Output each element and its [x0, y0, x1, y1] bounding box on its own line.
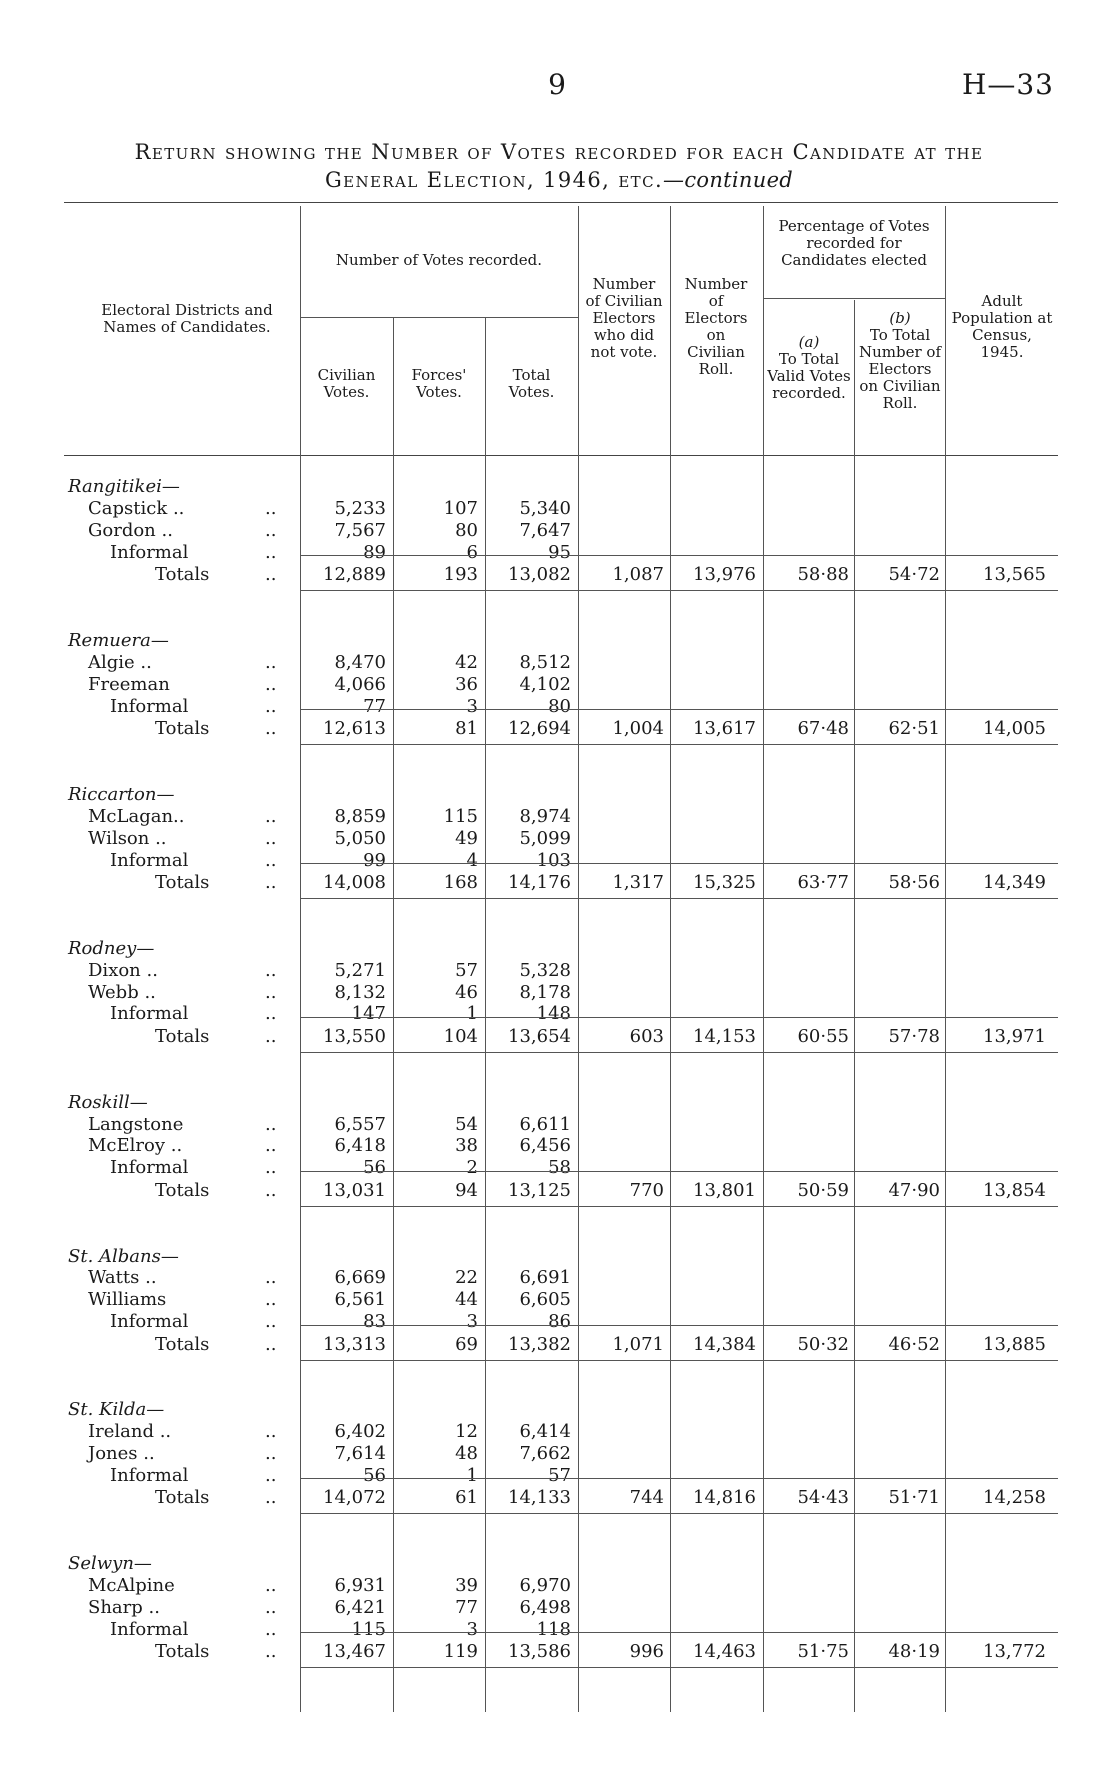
cell-forces: 22 — [455, 1267, 478, 1289]
totals-roll: 14,816 — [693, 1487, 756, 1509]
totals-total: 13,382 — [508, 1333, 571, 1355]
totals-bottom-rule — [300, 1052, 1058, 1053]
row-dots: .. — [265, 1003, 277, 1025]
header-not-voted: Number of Civilian Electors who did not vote. — [585, 275, 663, 361]
totals-not-voted: 1,004 — [612, 717, 664, 739]
cell-total: 8,974 — [519, 805, 571, 827]
column-divider — [763, 206, 764, 1712]
candidate-name: Webb .. — [88, 981, 156, 1003]
cell-total: 57 — [548, 1465, 571, 1487]
candidate-name: Jones .. — [88, 1443, 155, 1465]
candidate-name: McLagan.. — [88, 805, 185, 827]
totals-roll: 13,801 — [693, 1179, 756, 1201]
totals-civilian: 13,313 — [323, 1333, 386, 1355]
candidate-name: McElroy .. — [88, 1135, 183, 1157]
candidate-name: Informal — [110, 849, 189, 871]
totals-pct-a: 51·75 — [797, 1641, 849, 1663]
cell-civilian: 6,402 — [334, 1421, 386, 1443]
candidate-name: Watts .. — [88, 1267, 157, 1289]
header-electors-on-roll: Number of Electors on Civilian Roll. — [684, 275, 748, 378]
row-dots: .. — [265, 651, 277, 673]
candidate-name: Informal — [110, 695, 189, 717]
row-dots: .. — [265, 1311, 277, 1333]
cell-total: 6,456 — [519, 1135, 571, 1157]
cell-forces: 57 — [455, 959, 478, 981]
district-name: Remuera— — [68, 629, 169, 651]
cell-forces: 6 — [466, 541, 478, 563]
totals-pct-b: 51·71 — [888, 1487, 940, 1509]
candidate-name: Informal — [110, 1465, 189, 1487]
candidate-name: McAlpine — [88, 1575, 175, 1597]
totals-forces: 61 — [455, 1487, 478, 1509]
cell-civilian: 5,271 — [334, 959, 386, 981]
totals-forces: 69 — [455, 1333, 478, 1355]
totals-bottom-rule — [300, 1360, 1058, 1361]
candidate-name: Ireland .. — [88, 1421, 172, 1443]
totals-total: 13,082 — [508, 564, 571, 585]
row-dots: .. — [265, 1025, 277, 1047]
totals-roll: 14,384 — [693, 1333, 756, 1355]
district-name: Rodney— — [68, 937, 155, 959]
cell-civilian: 5,050 — [334, 827, 386, 849]
totals-label: Totals — [155, 1487, 210, 1509]
header-pct-b-label: To Total Number of Electors on Civilian Roll. — [858, 326, 941, 412]
totals-pct-a: 50·59 — [797, 1179, 849, 1201]
row-dots: .. — [265, 541, 277, 563]
totals-top-rule — [300, 555, 1058, 556]
cell-total: 86 — [548, 1311, 571, 1333]
totals-pct-a: 63·77 — [797, 871, 849, 893]
totals-not-voted: 996 — [629, 1641, 664, 1663]
title-line-2-text: General Election, 1946, etc. — [324, 168, 664, 192]
totals-forces: 168 — [443, 871, 478, 893]
cell-civilian: 6,931 — [334, 1575, 386, 1597]
column-divider — [945, 206, 946, 1712]
totals-population: 13,772 — [983, 1641, 1046, 1663]
votes-group-rule — [300, 317, 578, 318]
totals-pct-b: 47·90 — [888, 1179, 940, 1201]
cell-civilian: 115 — [351, 1619, 386, 1640]
row-dots: .. — [265, 849, 277, 871]
cell-forces: 54 — [455, 1113, 478, 1135]
title-continued: —continued — [663, 168, 794, 192]
cell-total: 80 — [548, 695, 571, 717]
cell-civilian: 89 — [363, 541, 386, 563]
row-dots: .. — [265, 1333, 277, 1355]
totals-roll: 15,325 — [693, 871, 756, 893]
cell-total: 6,970 — [519, 1575, 571, 1597]
row-dots: .. — [265, 717, 277, 739]
row-dots: .. — [265, 1575, 277, 1597]
cell-civilian: 7,567 — [334, 519, 386, 541]
row-dots: .. — [265, 1487, 277, 1509]
totals-bottom-rule — [300, 1513, 1058, 1514]
candidate-name: Gordon .. — [88, 519, 173, 541]
cell-civilian: 99 — [363, 849, 386, 871]
totals-top-rule — [300, 1478, 1058, 1479]
candidate-name: Algie .. — [88, 651, 152, 673]
cell-forces: 3 — [466, 1311, 478, 1333]
totals-civilian: 13,550 — [323, 1025, 386, 1047]
candidate-name: Informal — [110, 541, 189, 563]
totals-forces: 94 — [455, 1179, 478, 1201]
totals-label: Totals — [155, 871, 210, 893]
cell-total: 6,691 — [519, 1267, 571, 1289]
totals-pct-b: 54·72 — [888, 564, 940, 585]
totals-top-rule — [300, 1632, 1058, 1633]
header-percentage-group: Percentage of Votes recorded for Candidates elected — [778, 217, 930, 269]
totals-civilian: 13,031 — [323, 1179, 386, 1201]
cell-forces: 42 — [455, 651, 478, 673]
row-dots: .. — [265, 805, 277, 827]
row-dots: .. — [265, 1465, 277, 1487]
totals-bottom-rule — [300, 590, 1058, 591]
row-dots: .. — [265, 871, 277, 893]
header-civilian-votes: Civilian Votes. — [317, 366, 376, 401]
cell-civilian: 8,470 — [334, 651, 386, 673]
totals-label: Totals — [155, 1025, 210, 1047]
district-name: St. Kilda— — [68, 1399, 165, 1421]
table-top-rule — [64, 202, 1058, 203]
row-dots: .. — [265, 1443, 277, 1465]
cell-forces: 4 — [466, 849, 478, 871]
totals-forces: 193 — [443, 564, 478, 585]
totals-civilian: 14,008 — [323, 871, 386, 893]
totals-pct-a: 54·43 — [797, 1487, 849, 1509]
totals-civilian: 14,072 — [323, 1487, 386, 1509]
totals-pct-a: 50·32 — [797, 1333, 849, 1355]
document-reference: H—33 — [961, 68, 1054, 101]
page-title — [60, 138, 1058, 194]
district-name: Riccarton— — [68, 783, 175, 805]
header-bottom-rule — [64, 455, 1058, 456]
row-dots: .. — [265, 519, 277, 541]
totals-pct-b: 48·19 — [888, 1641, 940, 1663]
district-name: Rangitikei— — [68, 476, 180, 497]
cell-total: 118 — [536, 1619, 571, 1640]
totals-pct-b: 62·51 — [888, 717, 940, 739]
totals-roll: 13,976 — [693, 564, 756, 585]
cell-forces: 39 — [455, 1575, 478, 1597]
header-pct-a — [766, 334, 852, 402]
cell-forces: 107 — [443, 497, 478, 519]
totals-not-voted: 1,071 — [612, 1333, 664, 1355]
totals-population: 13,565 — [983, 564, 1046, 585]
cell-total: 6,498 — [519, 1597, 571, 1619]
header-pct-b-marker: (b) — [889, 309, 911, 327]
cell-forces: 49 — [455, 827, 478, 849]
row-dots: .. — [265, 959, 277, 981]
totals-top-rule — [300, 1017, 1058, 1018]
cell-civilian: 77 — [363, 695, 386, 717]
totals-total: 12,694 — [508, 717, 571, 739]
totals-not-voted: 603 — [629, 1025, 664, 1047]
cell-total: 148 — [536, 1003, 571, 1025]
candidate-name: Dixon .. — [88, 959, 158, 981]
row-dots: .. — [265, 1135, 277, 1157]
totals-not-voted: 1,087 — [612, 564, 664, 585]
cell-total: 7,647 — [519, 519, 571, 541]
totals-civilian: 13,467 — [323, 1641, 386, 1663]
totals-pct-a: 60·55 — [797, 1025, 849, 1047]
totals-forces: 81 — [455, 717, 478, 739]
cell-total: 58 — [548, 1157, 571, 1179]
row-dots: .. — [265, 1597, 277, 1619]
cell-forces: 80 — [455, 519, 478, 541]
cell-civilian: 6,418 — [334, 1135, 386, 1157]
cell-total: 95 — [548, 541, 571, 563]
cell-forces: 3 — [466, 1619, 478, 1640]
totals-pct-b: 46·52 — [888, 1333, 940, 1355]
row-dots: .. — [265, 1267, 277, 1289]
totals-label: Totals — [155, 1179, 210, 1201]
totals-population: 14,349 — [983, 871, 1046, 893]
cell-total: 8,512 — [519, 651, 571, 673]
header-forces-votes: Forces' Votes. — [411, 366, 467, 401]
totals-label: Totals — [155, 1641, 210, 1663]
page-number: 9 — [548, 68, 566, 101]
totals-top-rule — [300, 1171, 1058, 1172]
column-divider — [578, 206, 579, 1712]
header-pct-a-marker: (a) — [798, 333, 820, 351]
percentage-group-rule — [763, 298, 945, 299]
cell-civilian: 56 — [363, 1157, 386, 1179]
district-name: Selwyn— — [68, 1553, 152, 1575]
cell-total: 5,328 — [519, 959, 571, 981]
totals-bottom-rule — [300, 1206, 1058, 1207]
candidate-name: Capstick .. — [88, 497, 185, 519]
cell-civilian: 6,669 — [334, 1267, 386, 1289]
totals-top-rule — [300, 863, 1058, 864]
cell-civilian: 7,614 — [334, 1443, 386, 1465]
row-dots: .. — [265, 827, 277, 849]
cell-forces: 3 — [466, 695, 478, 717]
cell-forces: 38 — [455, 1135, 478, 1157]
title-line-2 — [60, 166, 1058, 194]
totals-bottom-rule — [300, 1667, 1058, 1668]
candidate-name: Informal — [110, 1157, 189, 1179]
row-dots: .. — [265, 1641, 277, 1663]
cell-forces: 12 — [455, 1421, 478, 1443]
cell-total: 6,611 — [519, 1113, 571, 1135]
cell-forces: 44 — [455, 1289, 478, 1311]
cell-forces: 48 — [455, 1443, 478, 1465]
cell-civilian: 147 — [351, 1003, 386, 1025]
candidate-name: Informal — [110, 1311, 189, 1333]
cell-civilian: 6,421 — [334, 1597, 386, 1619]
totals-total: 13,125 — [508, 1179, 571, 1201]
totals-label: Totals — [155, 717, 210, 739]
cell-civilian: 83 — [363, 1311, 386, 1333]
candidate-name: Langstone — [88, 1113, 184, 1135]
totals-top-rule — [300, 1325, 1058, 1326]
candidate-name: Informal — [110, 1003, 189, 1025]
cell-total: 7,662 — [519, 1443, 571, 1465]
cell-total: 5,099 — [519, 827, 571, 849]
header-adult-population: Adult Population at Census, 1945. — [951, 292, 1053, 361]
totals-population: 14,005 — [983, 717, 1046, 739]
candidate-name: Freeman — [88, 673, 170, 695]
cell-total: 8,178 — [519, 981, 571, 1003]
totals-total: 14,133 — [508, 1487, 571, 1509]
totals-roll: 13,617 — [693, 717, 756, 739]
row-dots: .. — [265, 564, 277, 585]
totals-pct-a: 58·88 — [797, 564, 849, 585]
row-dots: .. — [265, 981, 277, 1003]
cell-forces: 36 — [455, 673, 478, 695]
cell-forces: 115 — [443, 805, 478, 827]
totals-civilian: 12,889 — [323, 564, 386, 585]
cell-forces: 77 — [455, 1597, 478, 1619]
totals-forces: 104 — [443, 1025, 478, 1047]
cell-total: 5,340 — [519, 497, 571, 519]
totals-bottom-rule — [300, 744, 1058, 745]
totals-roll: 14,463 — [693, 1641, 756, 1663]
totals-pct-b: 57·78 — [888, 1025, 940, 1047]
row-dots: .. — [265, 1157, 277, 1179]
row-dots: .. — [265, 1113, 277, 1135]
totals-not-voted: 1,317 — [612, 871, 664, 893]
totals-forces: 119 — [443, 1641, 478, 1663]
row-dots: .. — [265, 1619, 277, 1640]
totals-label: Totals — [155, 564, 210, 585]
totals-pct-a: 67·48 — [797, 717, 849, 739]
row-dots: .. — [265, 695, 277, 717]
row-dots: .. — [265, 673, 277, 695]
totals-bottom-rule — [300, 898, 1058, 899]
totals-top-rule — [300, 709, 1058, 710]
cell-civilian: 6,557 — [334, 1113, 386, 1135]
header-pct-a-label: To Total Valid Votes recorded. — [767, 350, 851, 402]
totals-not-voted: 744 — [629, 1487, 664, 1509]
totals-population: 14,258 — [983, 1487, 1046, 1509]
district-name: Roskill— — [68, 1091, 148, 1113]
cell-total: 6,414 — [519, 1421, 571, 1443]
cell-civilian: 5,233 — [334, 497, 386, 519]
totals-population: 13,971 — [983, 1025, 1046, 1047]
cell-civilian: 8,859 — [334, 805, 386, 827]
totals-pct-b: 58·56 — [888, 871, 940, 893]
header-pct-b — [857, 310, 943, 412]
cell-total: 4,102 — [519, 673, 571, 695]
cell-civilian: 6,561 — [334, 1289, 386, 1311]
candidate-name: Wilson .. — [88, 827, 167, 849]
cell-forces: 46 — [455, 981, 478, 1003]
row-dots: .. — [265, 1289, 277, 1311]
header-votes-group: Number of Votes recorded. — [335, 251, 543, 269]
totals-total: 14,176 — [508, 871, 571, 893]
title-line-1: Return showing the Number of Votes recorded for each Candidate at the — [134, 140, 984, 164]
cell-forces: 1 — [466, 1465, 478, 1487]
cell-total: 6,605 — [519, 1289, 571, 1311]
row-dots: .. — [265, 497, 277, 519]
cell-civilian: 56 — [363, 1465, 386, 1487]
cell-total: 103 — [536, 849, 571, 871]
header-total-votes: Total Votes. — [508, 366, 555, 401]
totals-label: Totals — [155, 1333, 210, 1355]
candidate-name: Informal — [110, 1619, 189, 1640]
totals-roll: 14,153 — [693, 1025, 756, 1047]
cell-forces: 1 — [466, 1003, 478, 1025]
candidate-name: Williams — [88, 1289, 167, 1311]
district-name: St. Albans— — [68, 1245, 179, 1267]
row-dots: .. — [265, 1421, 277, 1443]
totals-not-voted: 770 — [629, 1179, 664, 1201]
candidate-name: Sharp .. — [88, 1597, 160, 1619]
cell-forces: 2 — [466, 1157, 478, 1179]
cell-civilian: 4,066 — [334, 673, 386, 695]
column-divider — [670, 206, 671, 1712]
totals-total: 13,654 — [508, 1025, 571, 1047]
totals-total: 13,586 — [508, 1641, 571, 1663]
row-dots: .. — [265, 1179, 277, 1201]
header-districts: Electoral Districts and Names of Candidates. — [101, 301, 273, 336]
cell-civilian: 8,132 — [334, 981, 386, 1003]
totals-civilian: 12,613 — [323, 717, 386, 739]
totals-population: 13,885 — [983, 1333, 1046, 1355]
totals-population: 13,854 — [983, 1179, 1046, 1201]
